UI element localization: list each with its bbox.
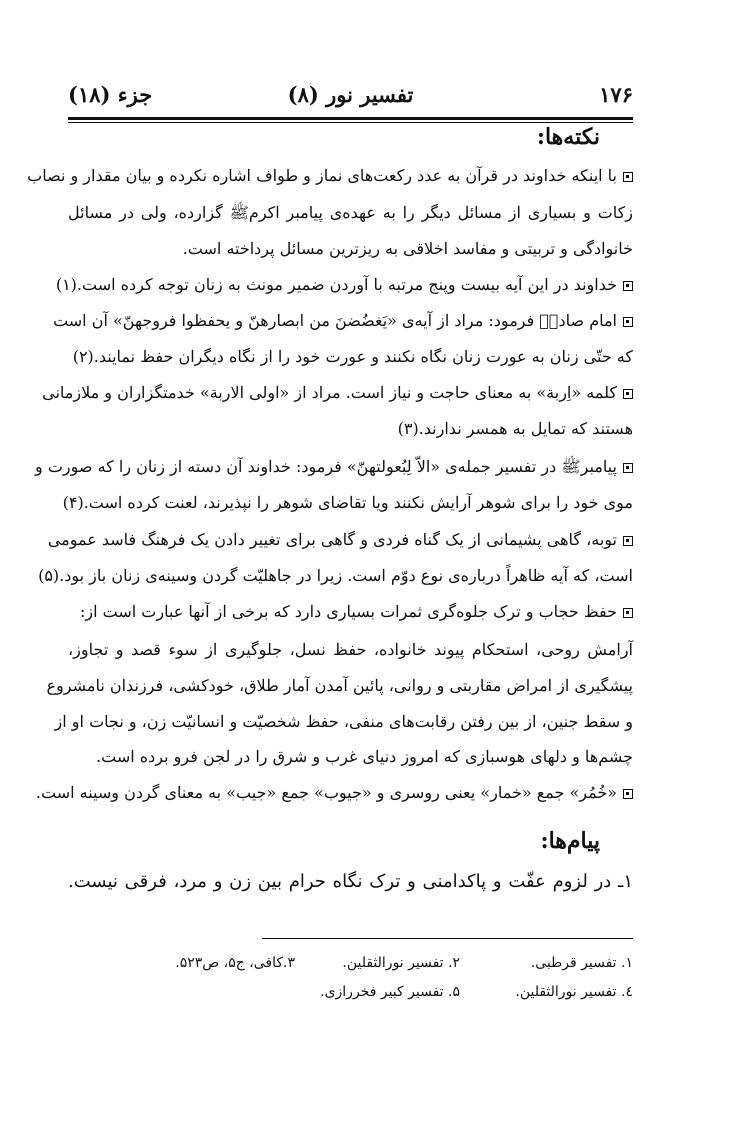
- body-line: و سقط جنین، از بین رفتن رقابت‌های منفی، حفظ شخصیّت و انسانیّت زن، و نجات او از: [54, 712, 633, 731]
- body-line: پیامبرﷺ در تفسیر جمله‌ی «الاّ لِبُعولتهنّ» فرمود: خداوند آن دسته از زنان را که صورت و: [68, 455, 633, 479]
- body-line: پیشگیری از امراض مقاربتی و روانی، پائین آمدن آمار طلاق، خودکشی، فرزندان نامشروع: [46, 676, 633, 695]
- bullet-icon: [623, 536, 633, 546]
- header-rule-thick: [68, 117, 633, 120]
- body-line: چشم‌ها و دلهای هوسبازی که امروز دنیای غرب و شرق را در لجن فرو برده است.: [96, 747, 633, 766]
- footnote-1: ۱. تفسیر قرطبی.: [530, 955, 633, 971]
- body-line: آرامش روحی، استحکام پیوند خانواده، حفظ نسل، جلوگیری از سوء قصد و تجاوز،: [68, 640, 633, 659]
- part-number: جزء (۱۸): [68, 82, 153, 107]
- body-line: که حتّی زنان به عورت زنان نگاه نکنند و عورت خود را از نگاه دیگران حفظ نمایند.(۲): [72, 347, 633, 366]
- body-line: با اینکه خداوند در قرآن به عدد رکعت‌های نماز و طواف اشاره نکرده و بیان مقدار و نصاب: [68, 164, 633, 188]
- body-line: «خُمُر» جمع «خمار» یعنی روسری و «جیوب» جمع «جیب» به معنای گردن وسینه است.: [68, 781, 633, 805]
- messages-heading: پیام‌ها:: [540, 828, 600, 854]
- body-line: موی خود را برای شوهر آرایش نکنند ویا تقاضای شوهر را نپذیرند، لعنت کرده است.(۴): [62, 493, 633, 512]
- body-line: کلمه «اِربة» به معنای حاجت و نیاز است. مراد از «اولی الاربة» خدمتگزاران و ملازمانی: [68, 381, 633, 405]
- bullet-icon: [623, 608, 633, 618]
- notes-heading: نکته‌ها:: [536, 124, 600, 150]
- bullet-icon: [623, 389, 633, 399]
- bullet-icon: [623, 172, 633, 182]
- bullet-icon: [623, 789, 633, 799]
- footnote-4: ٤. تفسیر نورالثقلین.: [515, 984, 633, 1000]
- body-line: است، که آیه ظاهراً درباره‌ی نوع دوّم است. زیرا در جاهلیّت گردن وسینه‌ی زنان باز بود.(۵): [38, 566, 633, 585]
- footnote-rule: [262, 938, 633, 939]
- bullet-icon: [623, 317, 633, 327]
- bullet-icon: [623, 463, 633, 473]
- book-title: تفسیر نور (۸): [287, 82, 414, 107]
- message-line: ۱ـ در لزوم عفّت و پاکدامنی و ترک نگاه حرام بین زن و مرد، فرقی نیست.: [68, 871, 633, 892]
- page-header: [68, 80, 633, 114]
- bullet-icon: [623, 281, 633, 291]
- body-line: توبه، گاهی پشیمانی از یک گناه فردی و گاهی برای تغییر دادن یک فرهنگ فاسد عمومی: [68, 528, 633, 552]
- header-rule-thin: [68, 122, 633, 123]
- body-line: خانوادگی و تربیتی و مفاسد اخلاقی به ریزترین مسائل پرداخته است.: [182, 239, 633, 258]
- body-line: خداوند در این آیه بیست وپنج مرتبه با آوردن ضمیر مونث به زنان توجه کرده است.(۱): [68, 273, 633, 297]
- footnote-5: ۵. تفسیر کبیر فخررازی.: [320, 984, 460, 1000]
- page-number: ۱۷۶: [599, 82, 633, 107]
- footnote-3: ۳.کافی، ج۵، ص۵۲۳.: [175, 955, 295, 971]
- footnote-2: ۲. تفسیر نورالثقلین.: [342, 955, 460, 971]
- body-line: زکات و بسیاری از مسائل دیگر را به عهده‌ی پیامبر اکرمﷺ گزارده، ولی در مسائل: [68, 203, 633, 222]
- body-line: هستند که تمایل به همسر ندارند.(۳): [397, 419, 633, 438]
- body-line: حفظ حجاب و ترک جلوه‌گری ثمرات بسیاری دارد که برخی از آنها عبارت است از:: [68, 600, 633, 624]
- body-line: امام صادقؑ فرمود: مراد از آیه‌ی «یَغضُضنَ من ابصارهنّ و یحفظوا فروجهنّ» آن است: [68, 309, 633, 333]
